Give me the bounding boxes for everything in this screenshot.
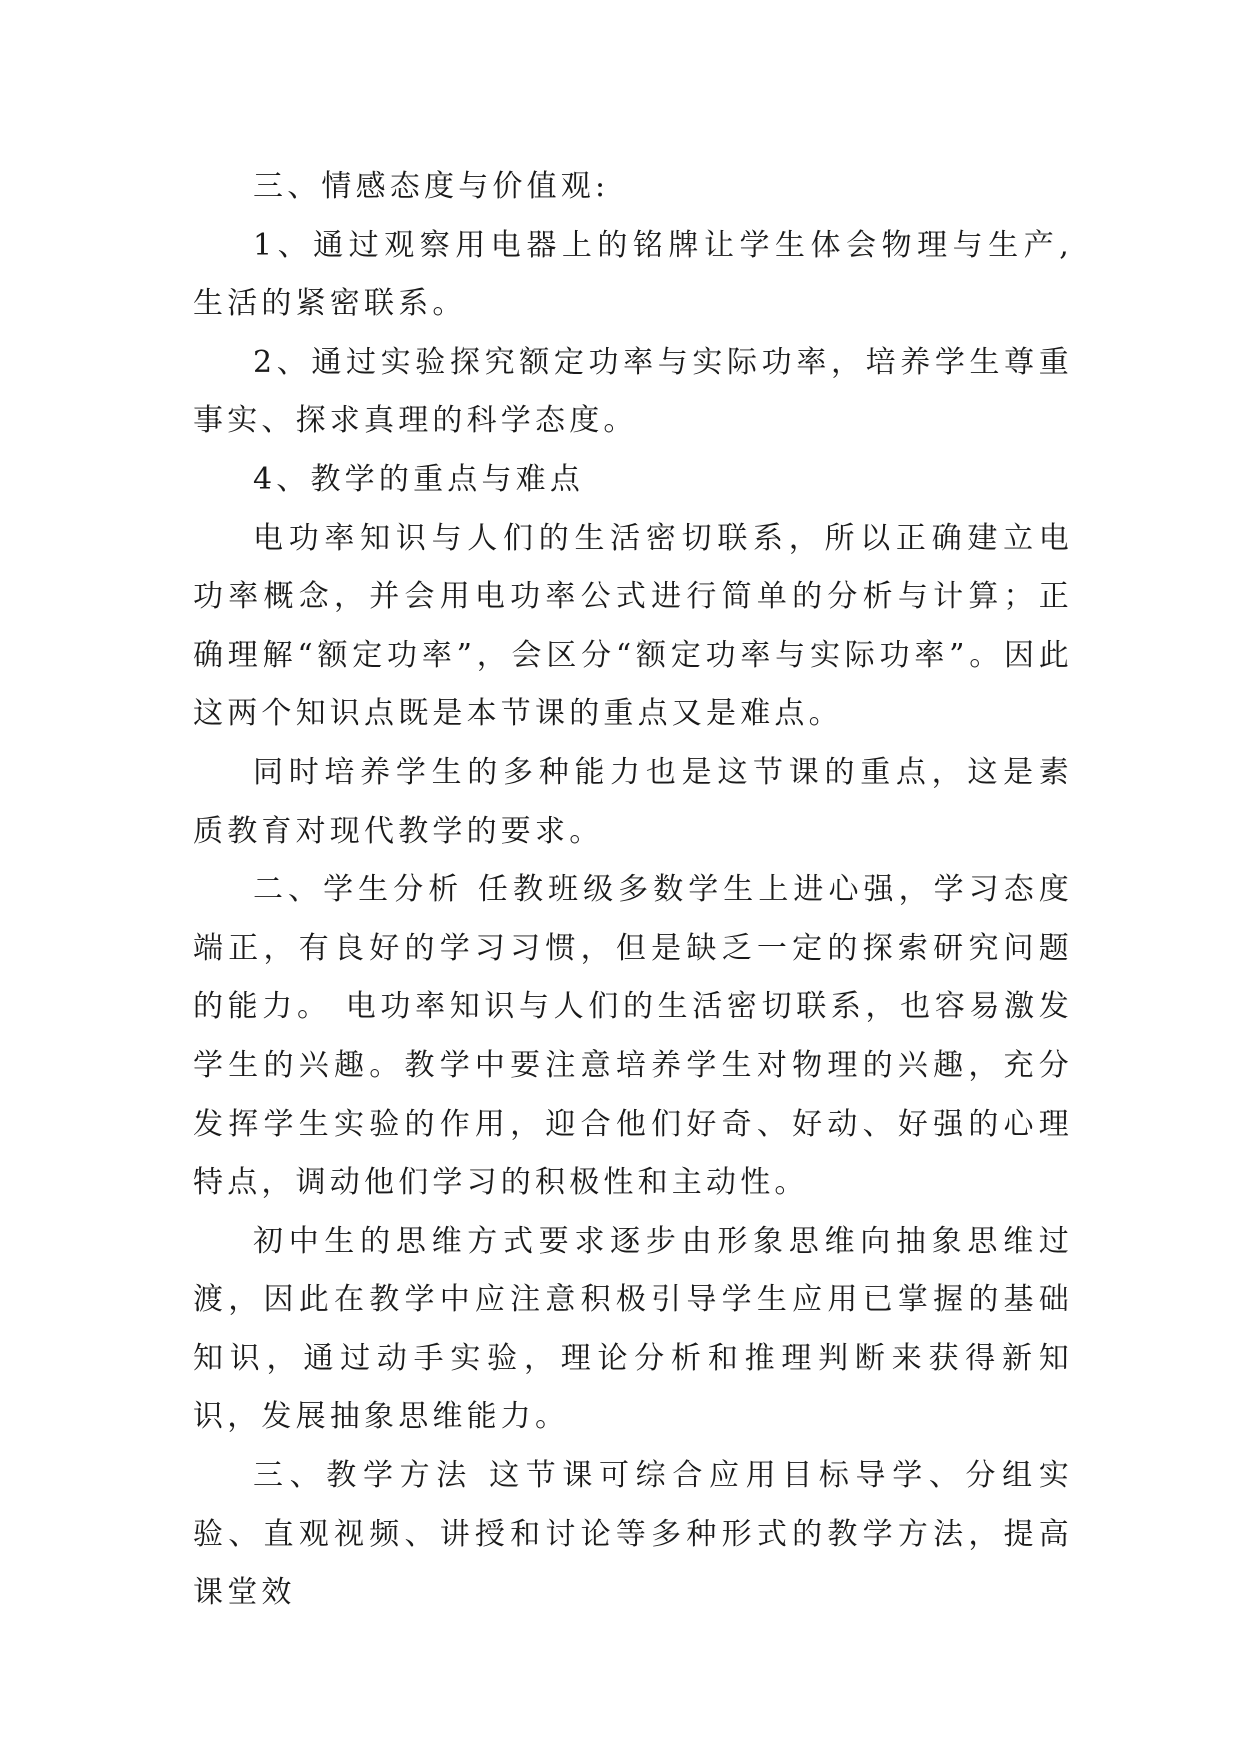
paragraph-thinking-style: 初中生的思维方式要求逐步由形象思维向抽象思维过渡，因此在教学中应注意积极引导学生应用已掌握的基础知识，通过动手实验，理论分析和推理判断来获得新知识，发展抽象思维能力。 [193, 1223, 1073, 1435]
paragraph-section-heading-attitudes: 三、情感态度与价值观: [253, 169, 610, 204]
paragraph-key-points-body: 电功率知识与人们的生活密切联系，所以正确建立电功率概念，并会用电功率公式进行简单的分析与计算；正确理解“额定功率”，会区分“额定功率与实际功率”。因此这两个知识点既是本节课的重点又是难点。 [193, 520, 1073, 732]
document-body [193, 158, 1073, 1623]
paragraph-item-2: 2、通过实验探究额定功率与实际功率，培养学生尊重事实、探求真理的科学态度。 [193, 344, 1073, 439]
paragraph-abilities: 同时培养学生的多种能力也是这节课的重点，这是素质教育对现代教学的要求。 [193, 754, 1073, 849]
paragraph-item-1: 1、通过观察用电器上的铭牌让学生体会物理与生产,生活的紧密联系。 [193, 227, 1073, 322]
paragraph-student-analysis: 二、学生分析 任教班级多数学生上进心强，学习态度端正，有良好的学习习惯，但是缺乏一定的探索研究问题的能力。 电功率知识与人们的生活密切联系，也容易激发学生的兴趣。教学中要注意培养学生对物理的兴趣，充分发挥学生实验的作用，迎合他们好奇、好动、好强的心理特点，调动他们学习的积极性和主动性。 [193, 872, 1073, 1201]
paragraph-heading-key-points: 4、教学的重点与难点 [253, 461, 585, 497]
paragraph-teaching-method: 三、教学方法 这节课可综合应用目标导学、分组实验、直观视频、讲授和讨论等多种形式的教学方法，提高课堂效 [193, 1458, 1073, 1611]
